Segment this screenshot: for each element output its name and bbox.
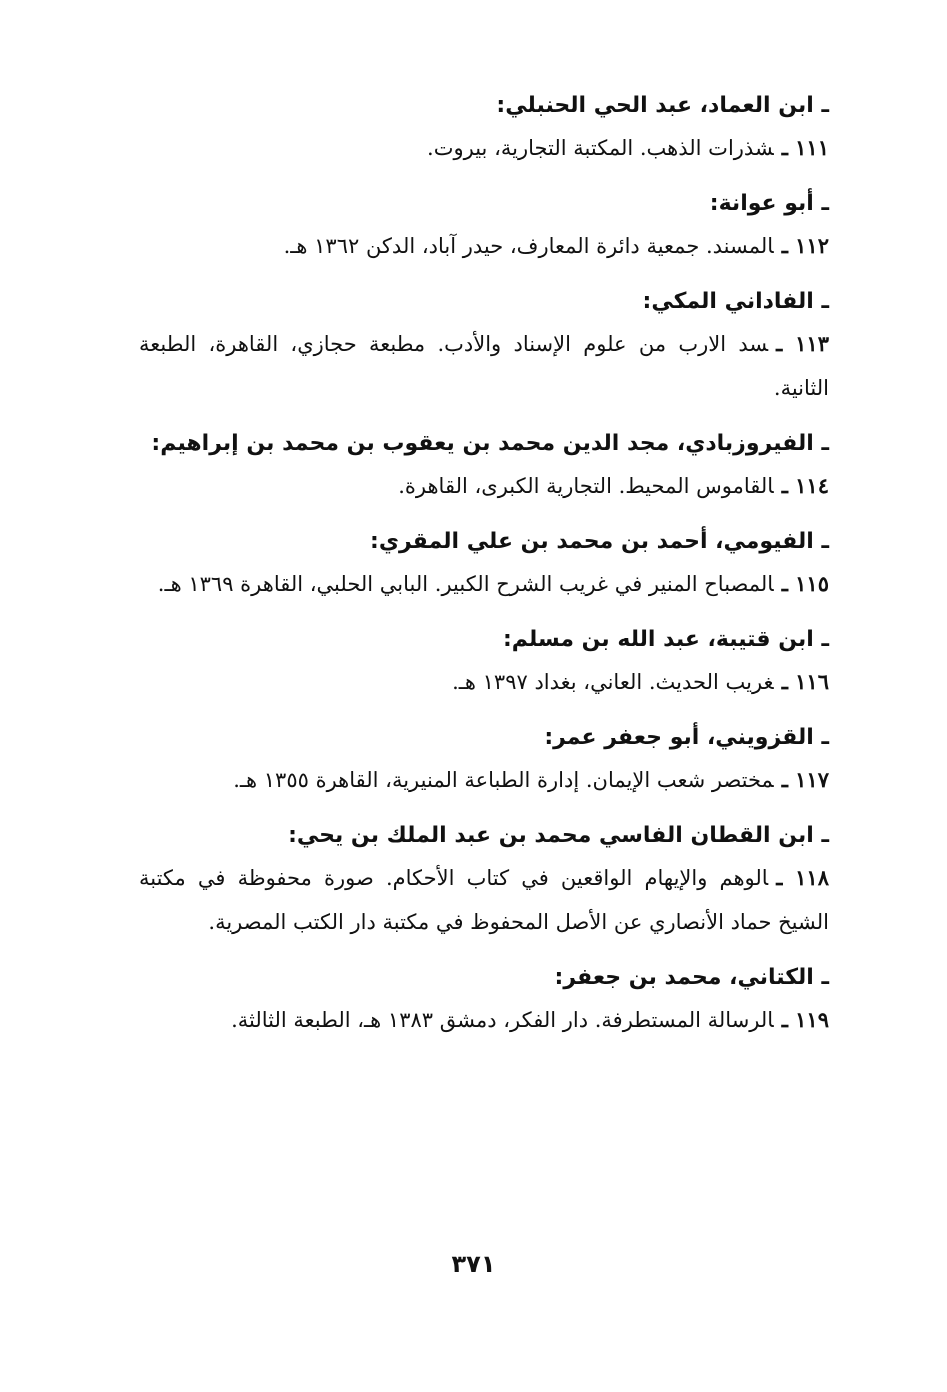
entry-author: ـ ابن قتيبة، عبد الله بن مسلم: <box>502 627 829 652</box>
entry-author: ـ الفاداني المكي: <box>642 289 829 314</box>
bibliography-entry <box>139 86 829 170</box>
entry-reference <box>139 126 829 170</box>
entry-author: ـ القزويني، أبو جعفر عمر: <box>544 725 829 750</box>
entry-text: شذرات الذهب. المكتبة التجارية، بيروت. <box>427 136 774 160</box>
bibliography-entry <box>139 184 829 268</box>
bibliography-entry <box>139 816 829 944</box>
entry-reference <box>139 758 829 802</box>
entry-number: ١١٥ ـ <box>781 571 829 596</box>
bibliography-entry <box>139 718 829 802</box>
entry-text: الرسالة المستطرفة. دار الفكر، دمشق ١٣٨٣ هـ، الطبعة الثالثة. <box>231 1008 774 1032</box>
entry-reference <box>139 464 829 508</box>
entry-author: ـ الفيروزبادي، مجد الدين محمد بن يعقوب بن محمد بن إبراهيم: <box>151 431 829 456</box>
entry-number: ١١٢ ـ <box>781 233 829 258</box>
entry-number: ١١١ ـ <box>781 135 829 160</box>
entry-reference <box>139 856 829 944</box>
entry-reference <box>139 322 829 410</box>
entry-text: الوهم والإيهام الواقعين في كتاب الأحكام. صورة محفوظة في مكتبة الشيخ حماد الأنصاري عن الأصل المحفوظ في مكتبة دار الكتب المصرية. <box>139 866 829 934</box>
bibliography-entry <box>139 522 829 606</box>
entry-author: ـ ابن العماد، عبد الحي الحنبلي: <box>496 93 829 118</box>
bibliography-entry <box>139 620 829 704</box>
entry-number: ١١٩ ـ <box>781 1007 829 1032</box>
bibliography-entry <box>139 424 829 508</box>
entry-number: ١١٤ ـ <box>781 473 829 498</box>
entry-number: ١١٧ ـ <box>781 767 829 792</box>
bibliography-entry <box>139 958 829 1042</box>
entry-text: المسند. جمعية دائرة المعارف، حيدر آباد، الدكن ١٣٦٢ هـ. <box>283 234 774 258</box>
entry-author: ـ ابن القطان الفاسي محمد بن عبد الملك بن يحي: <box>288 823 829 848</box>
entry-text: المصباح المنير في غريب الشرح الكبير. البابي الحلبي، القاهرة ١٣٦٩ هـ. <box>157 572 774 596</box>
bibliography-list <box>139 86 829 1056</box>
entry-number: ١١٣ ـ <box>776 331 829 356</box>
entry-reference <box>139 224 829 268</box>
entry-author: ـ الكتاني، محمد بن جعفر: <box>554 965 829 990</box>
entry-text: غريب الحديث. العاني، بغداد ١٣٩٧ هـ. <box>452 670 774 694</box>
page-number: ٣٧١ <box>451 1250 496 1278</box>
entry-reference <box>139 998 829 1042</box>
entry-text: سد الارب من علوم الإسناد والأدب. مطبعة حجازي، القاهرة، الطبعة الثانية. <box>139 332 829 400</box>
entry-reference <box>139 562 829 606</box>
bibliography-entry <box>139 282 829 410</box>
entry-author: ـ أبو عوانة: <box>709 191 829 216</box>
entry-number: ١١٨ ـ <box>776 865 829 890</box>
entry-number: ١١٦ ـ <box>781 669 829 694</box>
entry-reference <box>139 660 829 704</box>
entry-text: القاموس المحيط. التجارية الكبرى، القاهرة. <box>398 474 774 498</box>
entry-author: ـ الفيومي، أحمد بن محمد بن علي المقري: <box>370 529 829 554</box>
entry-text: مختصر شعب الإيمان. إدارة الطباعة المنيرية، القاهرة ١٣٥٥ هـ. <box>233 768 774 792</box>
